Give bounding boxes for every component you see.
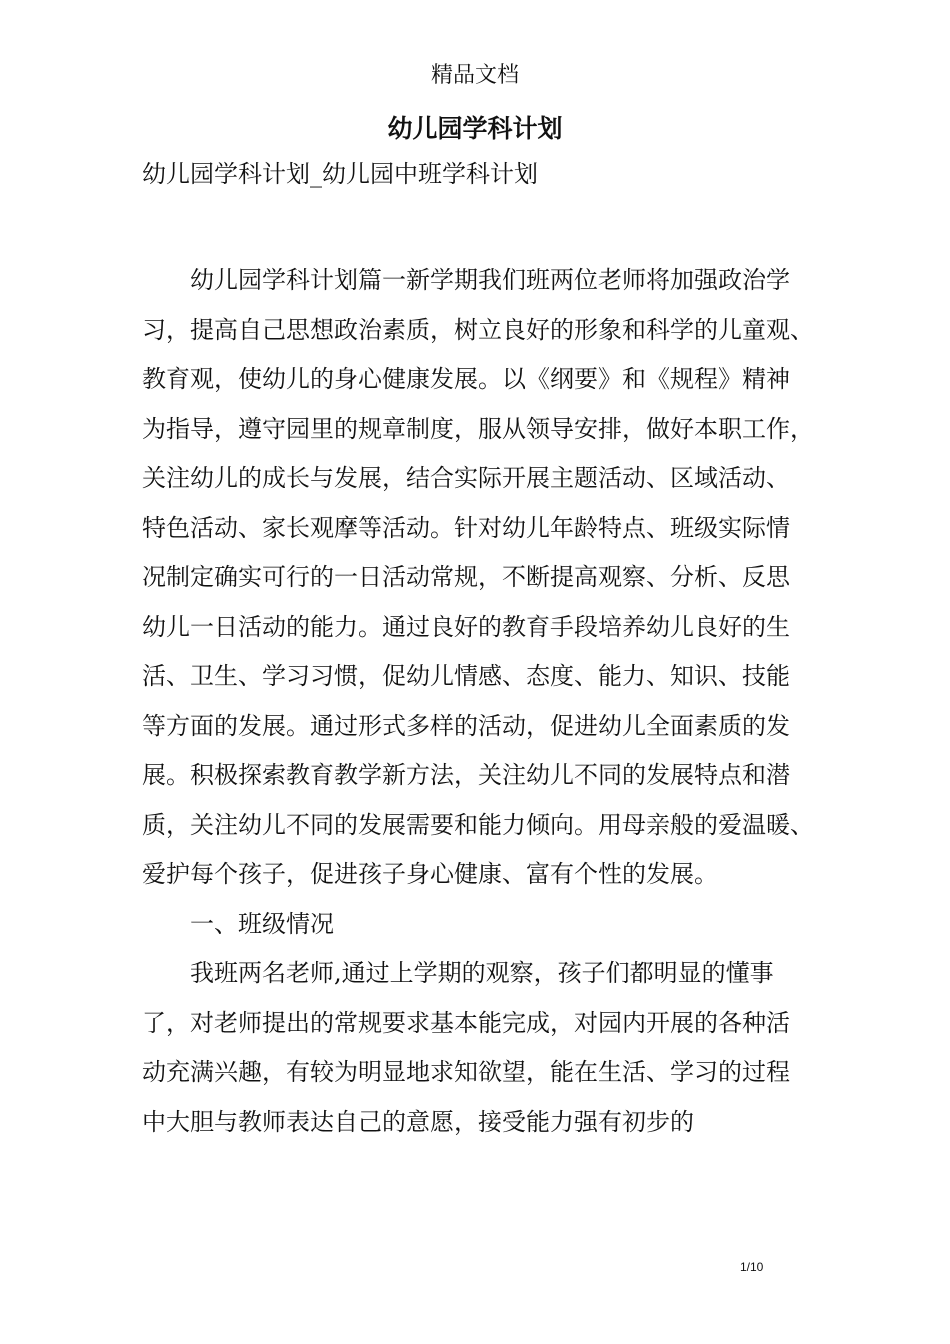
paragraph-line: 等方面的发展。通过形式多样的活动，促进幼儿全面素质的发 — [142, 711, 790, 740]
paragraph-line: 教育观，使幼儿的身心健康发展。以《纲要》和《规程》精神 — [142, 365, 790, 393]
paragraph-line: 幼儿园学科计划篇一新学期我们班两位老师将加强政治学 — [190, 266, 790, 294]
document-subtitle: 幼儿园学科计划_幼儿园中班学科计划 — [142, 160, 538, 188]
paragraph-line: 我班两名老师,通过上学期的观察，孩子们都明显的懂事 — [190, 959, 774, 987]
document-title: 幼儿园学科计划 — [387, 114, 563, 143]
paragraph-line: 习，提高自己思想政治素质，树立良好的形象和科学的儿童观、 — [142, 315, 814, 344]
paragraph-line: 展。积极探索教育教学新方法，关注幼儿不同的发展特点和潜 — [142, 761, 790, 789]
paragraph-line: 幼儿一日活动的能力。通过良好的教育手段培养幼儿良好的生 — [142, 612, 790, 641]
paragraph-line: 关注幼儿的成长与发展，结合实际开展主题活动、区域活动、 — [142, 464, 790, 492]
paragraph-line: 活、卫生、学习习惯，促幼儿情感、态度、能力、知识、技能 — [142, 662, 790, 690]
paragraph-line: 爱护每个孩子，促进孩子身心健康、富有个性的发展。 — [142, 860, 718, 888]
page-header: 精品文档 — [430, 63, 519, 88]
paragraph-line: 为指导，遵守园里的规章制度，服从领导安排，做好本职工作， — [142, 414, 814, 443]
page-number: 1/10 — [740, 1260, 764, 1274]
paragraph-line: 质，关注幼儿不同的发展需要和能力倾向。用母亲般的爱温暖、 — [142, 810, 814, 839]
paragraph-line: 动充满兴趣，有较为明显地求知欲望，能在生活、学习的过程 — [142, 1058, 790, 1086]
paragraph-line: 况制定确实可行的一日活动常规，不断提高观察、分析、反思 — [142, 563, 790, 591]
section-heading: 一、班级情况 — [190, 909, 334, 938]
paragraph-line: 中大胆与教师表达自己的意愿，接受能力强有初步的 — [142, 1107, 694, 1136]
paragraph-line: 了，对老师提出的常规要求基本能完成，对园内开展的各种活 — [142, 1008, 790, 1037]
paragraph-line: 特色活动、家长观摩等活动。针对幼儿年龄特点、班级实际情 — [142, 513, 790, 542]
document-body — [142, 256, 832, 1147]
